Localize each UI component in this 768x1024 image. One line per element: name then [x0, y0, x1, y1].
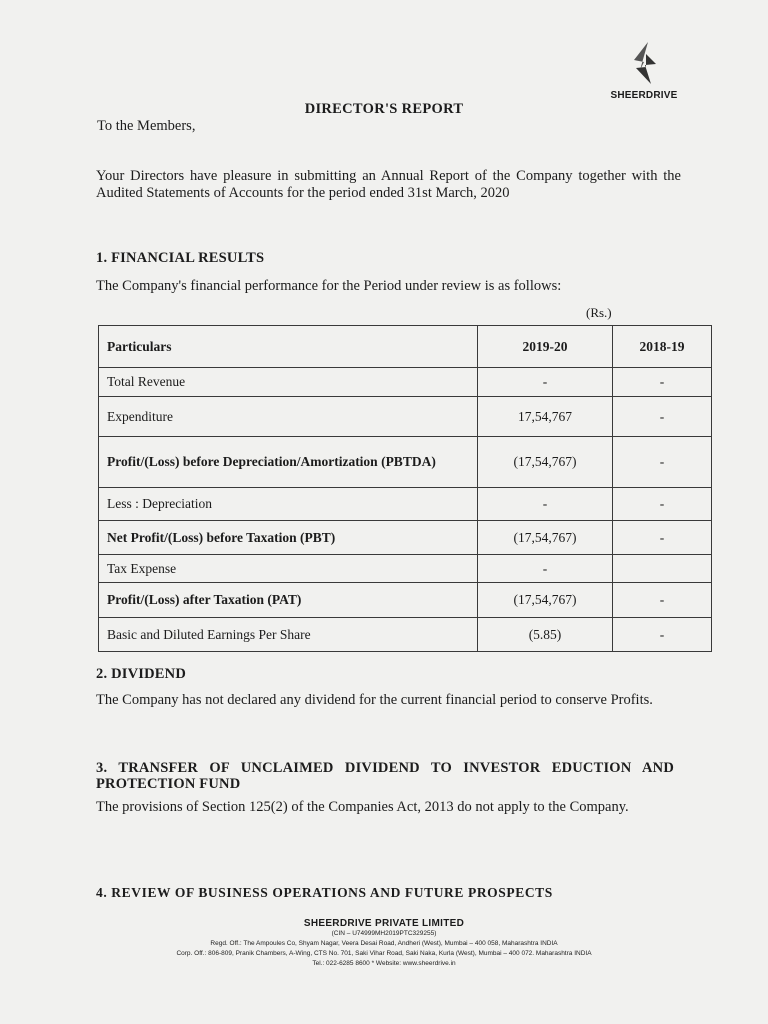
- value-2018-19: -: [613, 437, 712, 488]
- value-2018-19: -: [613, 521, 712, 555]
- table-row: [99, 437, 712, 488]
- table-row: [99, 521, 712, 555]
- footer-contact: Tel.: 022-6285 8600 * Website: www.sheerdrive.in: [312, 960, 456, 967]
- row-label: Expenditure: [99, 397, 478, 437]
- footer-registered-office: Regd. Off.: The Ampoules Co, Shyam Nagar, Veera Desai Road, Andheri (West), Mumbai – 400 058, Maharashtra INDIA: [210, 940, 558, 947]
- logo-text: SHEERDRIVE: [610, 90, 678, 101]
- value-2019-20: 17,54,767: [478, 397, 613, 437]
- table-row: [99, 368, 712, 397]
- value-2019-20: (5.85): [478, 618, 613, 652]
- transfer-heading: 3. TRANSFER OF UNCLAIMED DIVIDEND TO INVESTOR EDUCTION AND PROTECTION FUND: [96, 760, 674, 792]
- column-header: Particulars: [99, 326, 478, 368]
- footer-company-name: SHEERDRIVE PRIVATE LIMITED: [303, 918, 465, 929]
- footer-corporate-office: Corp. Off.: 806-809, Pranik Chambers, A-Wing, CTS No. 701, Saki Vihar Road, Saki Naka, Kurla (West), Mumbai – 400 072. Maharashtra INDIA: [176, 950, 592, 957]
- row-label: Basic and Diluted Earnings Per Share: [99, 618, 478, 652]
- row-label: Total Revenue: [99, 368, 478, 397]
- salutation: To the Members,: [97, 118, 196, 134]
- table-row: [99, 618, 712, 652]
- review-heading: 4. REVIEW OF BUSINESS OPERATIONS AND FUTURE PROSPECTS: [96, 885, 553, 900]
- transfer-paragraph: The provisions of Section 125(2) of the Companies Act, 2013 do not apply to the Company.: [96, 799, 629, 815]
- table-row: [99, 488, 712, 521]
- currency-unit: (Rs.): [586, 305, 612, 320]
- value-2018-19: [613, 555, 712, 583]
- row-label: Profit/(Loss) before Depreciation/Amortization (PBTDA): [99, 437, 478, 488]
- column-header: 2019-20: [478, 326, 613, 368]
- value-2019-20: -: [478, 368, 613, 397]
- value-2019-20: -: [478, 488, 613, 521]
- value-2018-19: -: [613, 397, 712, 437]
- letterhead-footer: [0, 918, 768, 969]
- company-logo: [604, 40, 684, 106]
- column-header: 2018-19: [613, 326, 712, 368]
- intro-paragraph: Your Directors have pleasure in submitting an Annual Report of the Company together with the Audited Statements of Accounts for the period ended 31st March, 2020: [96, 168, 681, 201]
- row-label: Less : Depreciation: [99, 488, 478, 521]
- row-label: Profit/(Loss) after Taxation (PAT): [99, 583, 478, 618]
- footer-cin: (CIN – U74999MH2019PTC329255): [331, 930, 437, 937]
- dividend-heading: 2. DIVIDEND: [96, 666, 187, 682]
- financial-results-heading: 1. FINANCIAL RESULTS: [96, 250, 265, 266]
- financial-results-table: [98, 325, 712, 652]
- value-2018-19: -: [613, 368, 712, 397]
- value-2018-19: -: [613, 618, 712, 652]
- table-row: [99, 397, 712, 437]
- dividend-paragraph: The Company has not declared any dividend for the current financial period to conserve Profits.: [96, 692, 653, 708]
- value-2019-20: -: [478, 555, 613, 583]
- row-label: Tax Expense: [99, 555, 478, 583]
- report-title: DIRECTOR'S REPORT: [304, 101, 464, 117]
- value-2019-20: (17,54,767): [478, 521, 613, 555]
- financial-intro: The Company's financial performance for the Period under review is as follows:: [96, 278, 562, 294]
- sheerdrive-logo-icon: [618, 40, 670, 88]
- value-2018-19: -: [613, 583, 712, 618]
- value-2019-20: (17,54,767): [478, 437, 613, 488]
- table-row: [99, 555, 712, 583]
- value-2018-19: -: [613, 488, 712, 521]
- row-label: Net Profit/(Loss) before Taxation (PBT): [99, 521, 478, 555]
- value-2019-20: (17,54,767): [478, 583, 613, 618]
- table-header-row: [99, 326, 712, 368]
- table-row: [99, 583, 712, 618]
